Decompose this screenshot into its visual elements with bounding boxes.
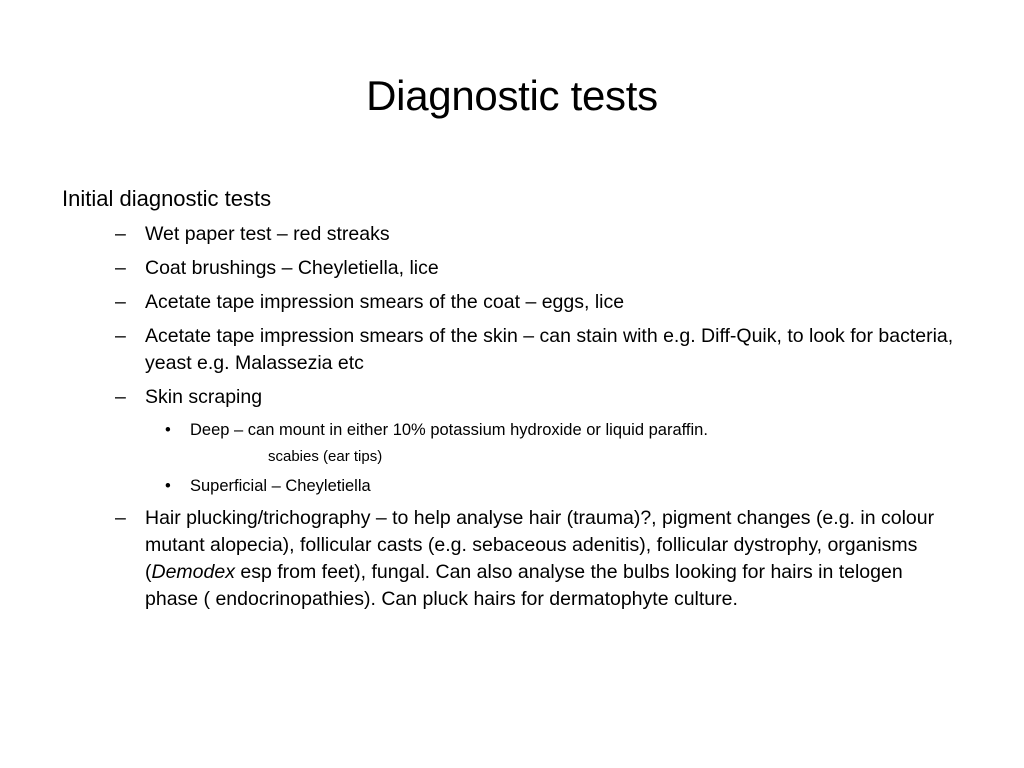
bullet-marker: • (165, 421, 171, 439)
list-item-text: Skin scraping (145, 386, 263, 408)
sub-list-item-text: Deep – can mount in either 10% potassium hydroxide or liquid paraffin. (190, 421, 708, 439)
list-item-text: Acetate tape impression smears of the skin – can stain with e.g. Diff-Quik, to look for bacteria, yeast e.g. Malassezia etc (145, 325, 954, 374)
list-item-text-part: Hair plucking/trichography – to help analyse hair (trauma)?, pigment changes (e.g. in colour mutant alopecia), follicular casts (e.g. sebaceous adenitis), follicular dystrophy, organisms ( (145, 507, 935, 583)
sub-list-item (165, 475, 950, 497)
list-item-text: Coat brushings – Cheyletiella, lice (145, 257, 439, 279)
dash-marker: – (115, 257, 126, 279)
dash-marker: – (115, 223, 126, 245)
list-item (115, 289, 960, 316)
sub-list-item (165, 419, 950, 441)
sub-list-item-continuation: scabies (ear tips) (268, 448, 383, 465)
heading-bullet: Initial diagnostic tests (62, 186, 272, 211)
list-item (115, 221, 960, 248)
slide-title: Diagnostic tests (366, 72, 658, 119)
list-item-text: Wet paper test – red streaks (145, 223, 390, 245)
list-item-text-part: esp from feet), fungal. Can also analyse the bulbs looking for hairs in telogen phase ( endocrinopathies). Can pluck hairs for dermatophyte culture. (145, 561, 903, 610)
list-item (115, 323, 960, 377)
list-item (115, 384, 960, 411)
list-item (115, 505, 960, 613)
list-item-text-italic: Demodex (151, 561, 235, 583)
dash-marker: – (115, 325, 126, 347)
sub-list-item-text: Superficial – Cheyletiella (190, 477, 371, 495)
list-item-text: Acetate tape impression smears of the coat – eggs, lice (145, 291, 625, 313)
bullet-marker: • (165, 477, 171, 495)
list-item (115, 255, 960, 282)
dash-marker: – (115, 386, 126, 408)
dash-marker: – (115, 291, 126, 313)
dash-marker: – (115, 507, 126, 529)
